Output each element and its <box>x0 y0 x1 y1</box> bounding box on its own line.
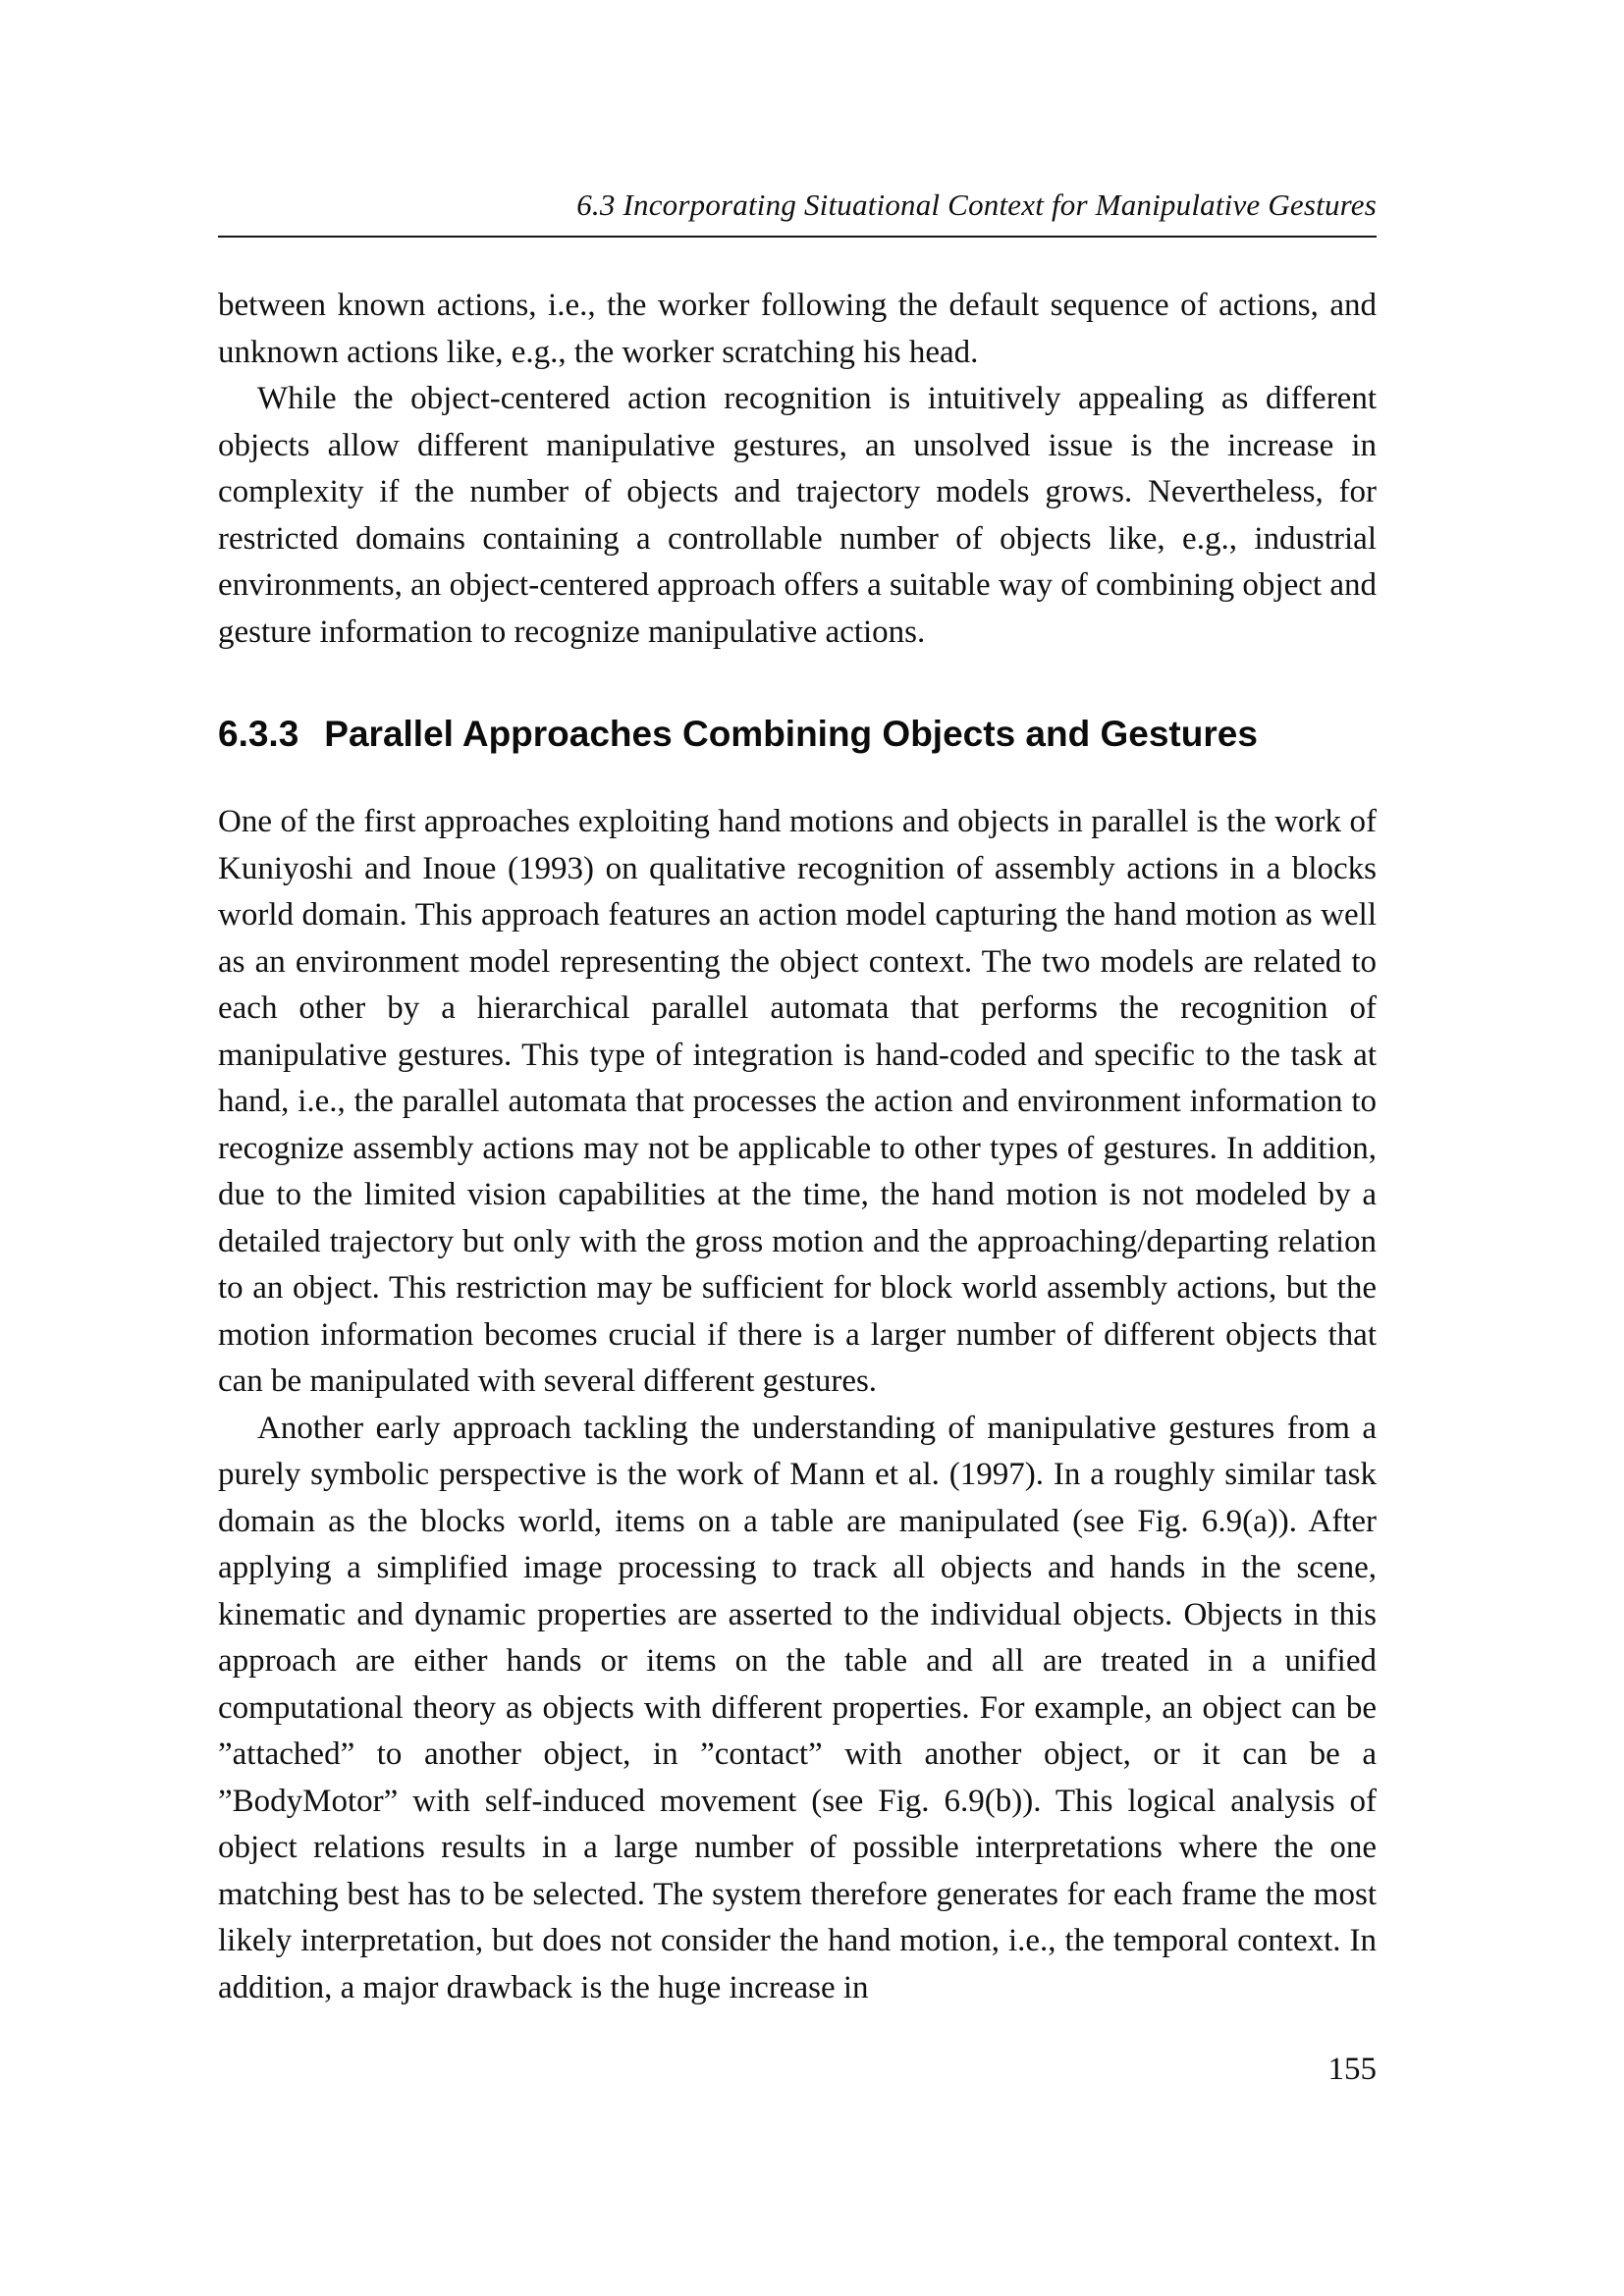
section-number: 6.3.3 <box>218 714 299 754</box>
paragraph-kuniyoshi-inoue: One of the first approaches exploiting hand motions and objects in parallel is the work of Kuniyoshi and Inoue (1993) on qualitative recognition of assembly actions in a blocks world domain. This approach features an action model capturing the hand motion as well as an environment model representing the object context. The two models are related to each other by a hierarchical parallel automata that performs the recognition of manipulative gestures. This type of integration is hand-coded and specific to the task at hand, i.e., the parallel automata that processes the action and environment information to recognize assembly actions may not be applicable to other types of gestures. In addition, due to the limited vision capabilities at the time, the hand motion is not modeled by a detailed trajectory but only with the gross motion and the approaching/departing relation to an object. This restriction may be sufficient for block world assembly actions, but the motion information becomes crucial if there is a larger number of different objects that can be manipulated with several different gestures. <box>218 804 1377 1399</box>
paragraph-mann-et-al: Another early approach tackling the understanding of manipulative gestures from a purely symbolic perspective is the work of Mann et al. (1997). In a roughly similar task domain as the blocks world, items on a table are manipulated (see Fig. 6.9(a)). After applying a simplified image processing to track all objects and hands in the scene, kinematic and dynamic properties are asserted to the individual objects. Objects in this approach are either hands or items on the table and all are treated in a unified computational theory as objects with different properties. For example, an object can be ”attached” to another object, in ”contact” with another object, or it can be a ”BodyMotor” with self-induced movement (see Fig. 6.9(b)). This logical analysis of object relations results in a large number of possible interpretations where the one matching best has to be selected. The system therefore generates for each frame the most likely interpretation, but does not consider the hand motion, i.e., the temporal context. In addition, a major drawback is the huge increase in <box>218 1410 1377 2005</box>
section-title: Parallel Approaches Combining Objects and Gestures <box>324 714 1258 754</box>
paragraph-continuation: between known actions, i.e., the worker following the default sequence of actions, and unknown actions like, e.g., the worker scratching his head. <box>218 288 1377 370</box>
paragraph-object-centered: While the object-centered action recognition is intuitively appealing as different objects allow different manipulative gestures, an unsolved issue is the increase in complexity if the number of objects and trajectory models grows. Nevertheless, for restricted domains containing a controllable number of objects like, e.g., industrial environments, an object-centered approach offers a suitable way of combining object and gesture information to recognize manipulative actions. <box>218 381 1377 650</box>
running-header-text: 6.3 Incorporating Situational Context for Manipulative Gestures <box>576 187 1377 222</box>
text-column <box>218 187 1377 2011</box>
body-text <box>218 283 1377 2011</box>
section-heading <box>218 713 1377 756</box>
page-number: 155 <box>1327 2052 1377 2087</box>
running-header <box>218 187 1377 238</box>
